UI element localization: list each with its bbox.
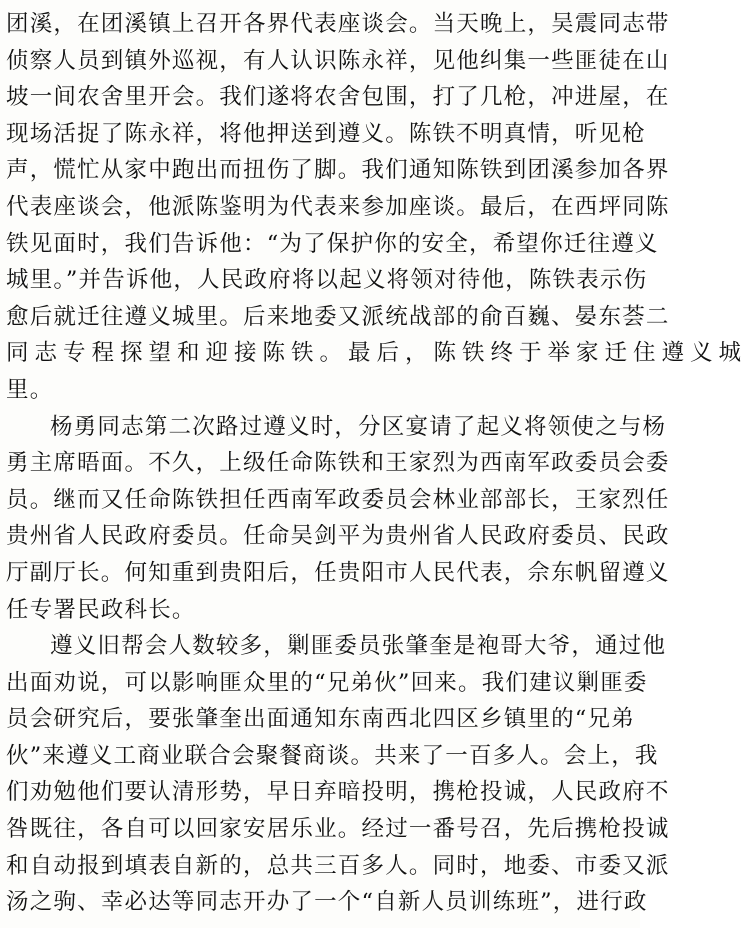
text-line: 们劝勉他们要认清形势，早日弃暗投明，携枪投诚，人民政府不 (6, 779, 670, 806)
text-line: 伙”来遵义工商业联合会聚餐商谈。共来了一百多人。会上，我 (6, 742, 659, 769)
text-line: 员会研究后，要张肇奎出面通知东南西北四区乡镇里的“兄弟 (6, 706, 635, 733)
text-line: 同志专程探望和迎接陈铁。最后，陈铁终于举家迁住遵义城 (6, 340, 747, 367)
text-line: 里。 (6, 376, 54, 403)
text-line: 勇主席晤面。不久，上级任命陈铁和王家烈为西南军政委员会委 (6, 450, 670, 477)
text-line: 坡一间农舍里开会。我们遂将农舍包围，打了几枪，冲进屋，在 (6, 84, 670, 111)
text-line: 铁见面时，我们告诉他：“为了保护你的安全，希望你迁往遵义 (6, 230, 659, 257)
text-line: 侦察人员到镇外巡视，有人认识陈永祥，见他纠集一些匪徒在山 (6, 47, 670, 74)
text-line: 城里。”并告诉他，人民政府将以起义将领对待他，陈铁表示伤 (6, 267, 648, 294)
text-line: 员。继而又任命陈铁担任西南军政委员会林业部部长，王家烈任 (6, 486, 670, 513)
text-line: 和自动报到填表自新的，总共三百多人。同时，地委、市委又派 (6, 852, 670, 879)
text-line: 汤之驹、幸必达等同志开办了一个“自新人员训练班”，进行政 (6, 889, 648, 916)
text-line: 任专署民政科长。 (6, 596, 196, 623)
text-line: 愈后就迁往遵义城里。后来地委又派统战部的俞百巍、晏东荟二 (6, 303, 670, 330)
text-line: 咎既往，各自可以回家安居乐业。经过一番号召，先后携枪投诚 (6, 816, 670, 843)
text-line: 团溪，在团溪镇上召开各界代表座谈会。当天晚上，吴震同志带 (6, 11, 670, 37)
paragraph-start-line: 遵义旧帮会人数较多，剿匪委员张肇奎是袍哥大爷，通过他 (50, 633, 667, 660)
text-line: 厅副厅长。何知重到贵阳后，任贵阳市人民代表，佘东帆留遵义 (6, 559, 670, 586)
text-line: 出面劝说，可以影响匪众里的“兄弟伙”回来。我们建议剿匪委 (6, 669, 648, 696)
text-line: 现场活捉了陈永祥，将他押送到遵义。陈铁不明真情，听见枪 (6, 120, 646, 147)
paragraph-start-line: 杨勇同志第二次路过遵义时，分区宴请了起义将领使之与杨 (50, 413, 667, 440)
text-line: 贵州省人民政府委员。任命吴剑平为贵州省人民政府委员、民政 (6, 523, 670, 550)
text-line: 代表座谈会，他派陈鉴明为代表来参加座谈。最后，在西坪同陈 (6, 193, 670, 220)
text-line: 声，慌忙从家中跑出而扭伤了脚。我们通知陈铁到团溪参加各界 (6, 157, 670, 184)
